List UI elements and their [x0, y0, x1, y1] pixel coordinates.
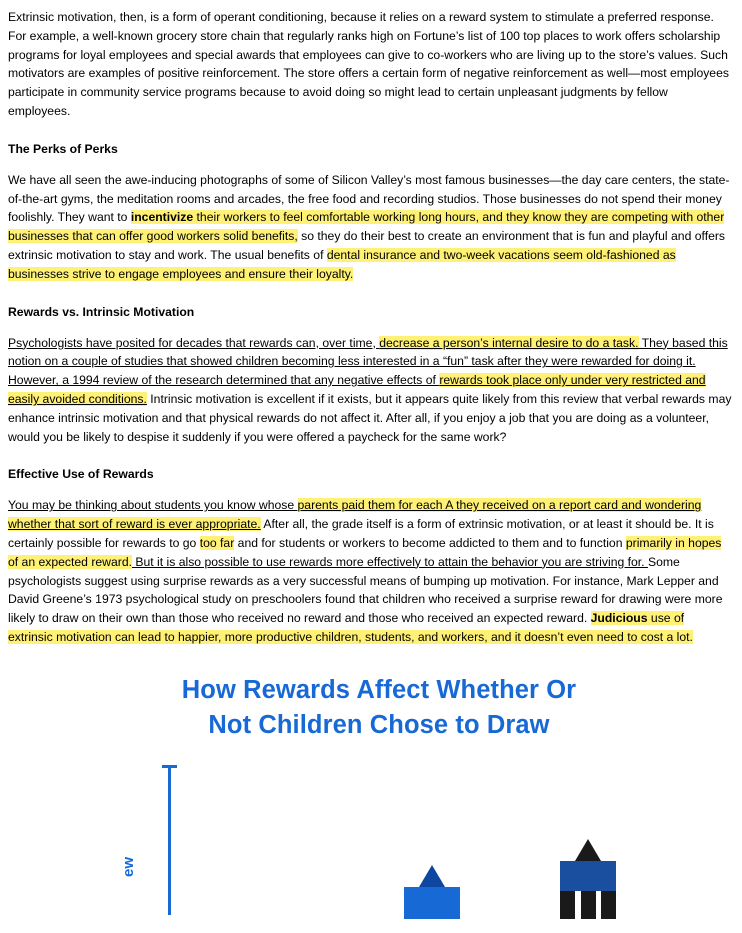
run-underline-highlight: rewards took place only under very restricted and easily avoided conditions.: [8, 373, 706, 406]
chart-bar-3: [560, 839, 616, 919]
run-underline: You may be thinking about students you know whose: [8, 498, 298, 513]
paragraph-text: [8, 8, 732, 121]
run-underline: Psychologists have posited for decades that rewards can, over time,: [8, 335, 380, 350]
run-plain: so they do their best to create an environment that is fun and playful and offers extrinsic motivation to stay and work. The usual benefits of: [8, 229, 726, 262]
run-highlight: primarily in hopes of an expected reward.: [8, 535, 722, 569]
chart-title: [8, 673, 742, 743]
y-axis: [168, 765, 171, 915]
run-highlight-bold: incentivize: [130, 210, 194, 225]
run-highlight: their workers to feel comfortable working long hours, and they know they are competing with other businesses that can offer good workers solid benefits,: [8, 210, 725, 244]
rewards-chart: [8, 673, 742, 933]
bar-arrow-icon: [419, 865, 445, 887]
chart-title-line-1: How Rewards Affect Whether Or: [181, 675, 577, 704]
bar-arrow-icon: [575, 839, 601, 861]
heading-the-perks-of-perks: The Perks of Perks: [8, 141, 118, 156]
chart-title-line-2: Not Children Chose to Draw: [208, 710, 550, 739]
paragraph-perks: [8, 171, 732, 284]
chart-bar-2: [404, 865, 460, 919]
run-plain: Extrinsic motivation, then, is a form of operant conditioning, because it relies on a reward system to stimulate a preferred response. For example, a well-known grocery store chain that regularly ranks high on Fortune’s list of 100 top places to work offers scholarship programs for loyal employees and special awards that employees can give to co-workers who are living up to the store’s values. Such motivators are examples of positive reinforcement. The store offers a certain form of negative reinforcement as well—most employees participate in community service programs because to avoid doing so might lead to certain unpleasant judgments by fellow employees.: [8, 10, 729, 118]
run-underline: But it is also possible to use rewards more effectively to attain the behavior you are striving for.: [131, 554, 648, 569]
run-highlight-bold: Judicious: [590, 611, 648, 626]
y-axis-label: ew: [120, 856, 137, 877]
bar-body: [560, 861, 616, 891]
run-highlight: dental insurance and two-week vacations seem old-fashioned as businesses strive to engage employees and ensure their loyalty.: [8, 247, 676, 281]
run-highlight: use of extrinsic motivation can lead to happier, more productive children, students, and workers, and it doesn’t even need to cost a lot.: [8, 611, 693, 644]
heading-effective-use-of-rewards: Effective Use of Rewards: [8, 467, 154, 482]
run-underline-highlight: decrease a person’s internal desire to do a task.: [379, 335, 639, 350]
run-plain: We have all seen the awe-inducing photographs of some of Silicon Valley’s most famous businesses—the day care centers, the state-of-the-art gyms, the meditation rooms and arcades, the free food and recording studios. Those businesses do not spend their money foolishly. They want to: [8, 172, 730, 225]
run-underline-highlight: parents paid them for each A they received on a report card and wondering whether that sort of reward is ever appropriate.: [8, 498, 702, 532]
paragraph-rewards: [8, 334, 732, 447]
bar-body: [404, 887, 460, 919]
run-underline: They based this notion on a couple of studies that showed children becoming less interested in a “fun” task after they were rewarded for doing it. However, a 1994 review of the research determined that any negative effects of: [8, 335, 728, 388]
paragraph-text: [8, 334, 732, 447]
run-plain: Intrinsic motivation is excellent if it exists, but it appears quite likely from this review that verbal rewards may enhance intrinsic motivation and that physical rewards do not affect it. After all, if you enjoy a job that you are doing as a volunteer, would you be likely to despise it suddenly if you were offered a paycheck for the same work?: [8, 391, 732, 444]
heading-rewards-vs-intrinsic-motivation: Rewards vs. Intrinsic Motivation: [8, 304, 195, 319]
paragraph-text: [8, 496, 732, 646]
run-plain: After all, the grade itself is a form of extrinsic motivation, or at least it should be. It is certainly possible for rewards to go: [8, 517, 714, 550]
paragraph-extrinsic-motivation: [8, 8, 732, 121]
paragraph-text: [8, 171, 732, 284]
run-plain: Some psychologists suggest using surprise rewards as a very successful means of bumping up motivation. For instance, Mark Lepper and David Greene’s 1973 psychological study on preschoolers found that children who received a surprise reward for drawing were more likely to draw on their own than those who received no reward and those who received an expected reward.: [8, 554, 723, 626]
run-plain: and for students or workers to become addicted to them and to function: [234, 535, 626, 550]
paragraph-effective-use: [8, 496, 732, 646]
run-highlight: too far: [199, 535, 235, 550]
chart-plot-area: [8, 759, 742, 919]
